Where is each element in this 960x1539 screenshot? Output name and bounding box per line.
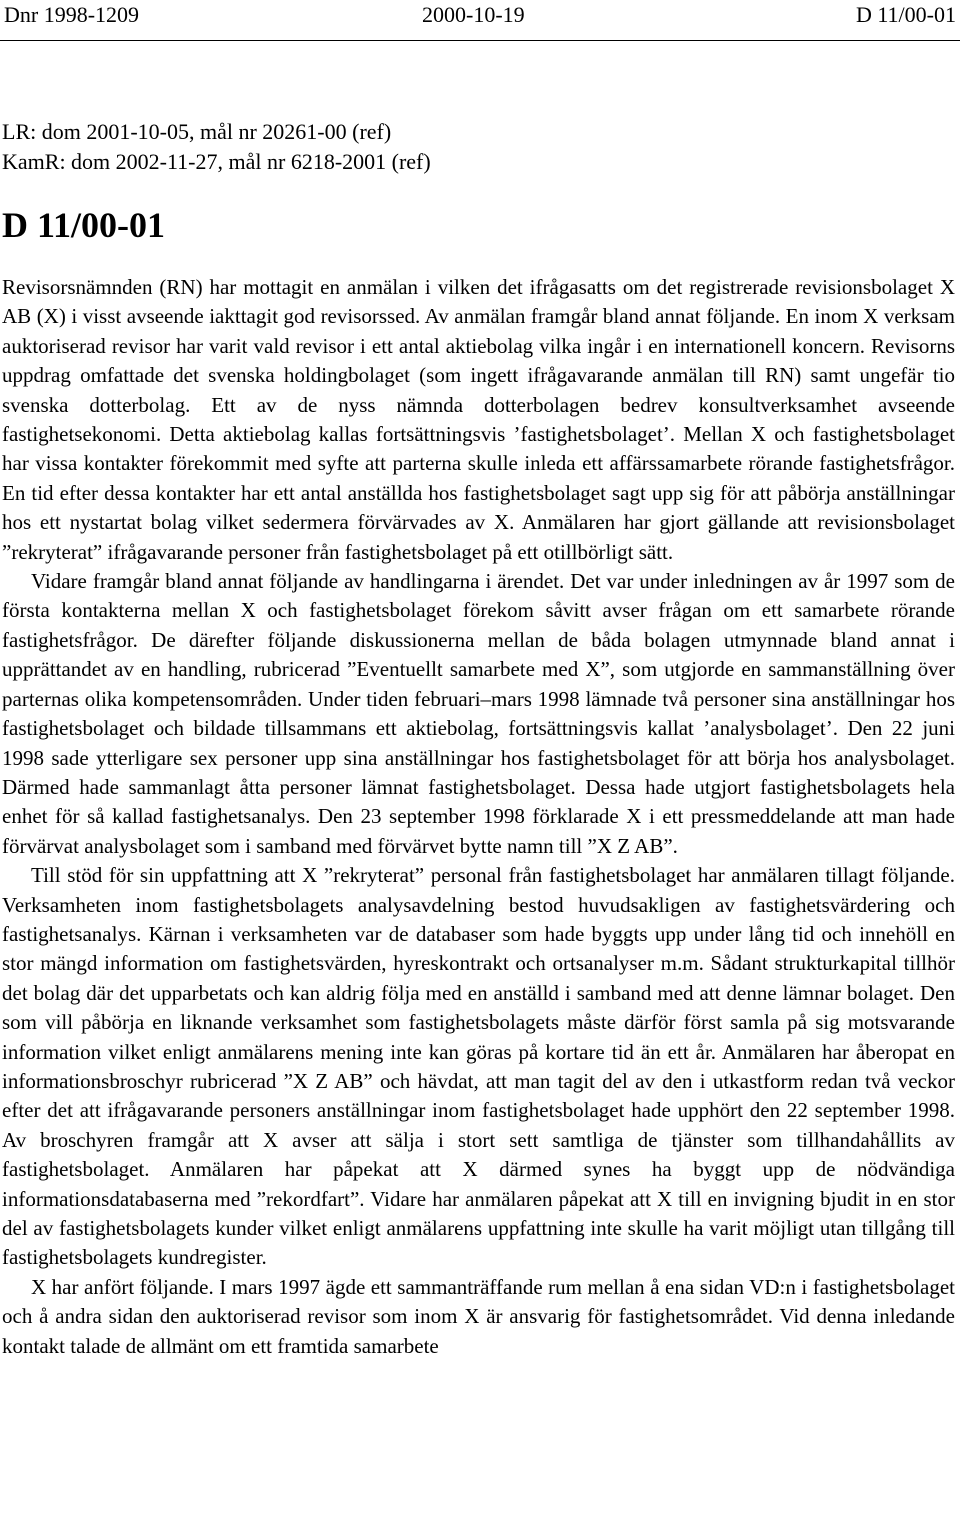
paragraph-3: Till stöd för sin uppfattning att X ”rekryterat” personal från fastighetsbolaget har anmälaren tillagt följande. Verksamheten inom fastighetsbolagets analysavdelning bestod huvudsakligen av fastighetsvärdering och fastighetsanalys. Kärnan i verksamheten var de databaser som hade byggts upp under lång tid och innehöll en stor mängd information om fastighetsvärden, hyreskontrakt och ortsanalyser m.m. Sådant strukturkapital tillhör det bolag där det upparbetats och kan aldrig följa med en anställd i samband med att denne lämnar bolaget. Den som vill påbörja en liknande verksamhet som fastighetsbolagets måste därför först samla på sig motsvarande information vilket enligt anmälarens mening inte kan göras på kortare tid än ett år. Anmälaren har åberopat en informationsbroschyr rubricerad ”X Z AB” och hävdat, att man tagit del av den i utkastform redan två veckor efter det att ifrågavarande personers anställningar inom fastighetsbolaget hade upphört den 22 september 1998. Av broschyren framgår att X avser att sälja i stort sett samtliga de tjänster som tillhandahållits av fastighetsbolaget. Anmälaren har påpekat att X därmed synes ha byggt upp de nödvändiga informationsdatabaserna med ”rekordfart”. Vidare har anmälaren påpekat att X till en invigning bjudit in en stor del av fastighetsbolagets kunder vilket enligt anmälarens uppfattning inte skulle ha varit möjligt utan tillgång till fastighetsbolagets kundregister. [2, 863, 955, 1270]
paragraph-4: X har anfört följande. I mars 1997 ägde ett sammanträffande rum mellan å ena sidan VD:n i fastighetsbolaget och å andra sidan den auktoriserad revisor som inom X är ansvarig för fastighetsområdet. Vid denna inledande kontakt talade de allmänt om ett framtida samarbete [2, 1274, 955, 1358]
document-body [2, 273, 955, 1361]
reference-line-kamr: KamR: dom 2002-11-27, mål nr 6218-2001 (ref) [2, 149, 431, 174]
page-header [2, 0, 958, 40]
header-date: 2000-10-19 [422, 2, 525, 27]
court-references [2, 117, 431, 177]
header-divider [0, 40, 960, 41]
header-dnr: Dnr 1998-1209 [4, 2, 140, 27]
header-case-id: D 11/00-01 [855, 2, 956, 27]
paragraph-2: Vidare framgår bland annat följande av handlingarna i ärendet. Det var under inledningen av år 1997 som de första kontakterna mellan X och fastighetsbolaget förekom såvitt avser frågan om ett samarbete rörande fastighetsfrågor. De därefter följande diskussionerna mellan de båda bolagen utmynnade bland annat i upprättandet av en handling, rubricerad ”Eventuellt samarbete med X”, som utgjorde en sammanställning över parternas olika kompetensområden. Under tiden februari–mars 1998 lämnade två personer sina anställningar hos fastighetsbolaget och bildade tillsammans ett aktiebolag, fortsättningsvis kallat ’analysbolaget’. Den 22 juni 1998 sade ytterligare sex personer upp sina anställningar hos fastighetsbolaget för att börja hos analysbolaget. Därmed hade sammanlagt åtta personer lämnat fastighetsbolaget. Dessa hade utgjort fastighetsbolagets hela enhet för så kallad fastighetsanalys. Den 23 september 1998 förklarade X i ett pressmeddelande att man hade förvärvat analysbolaget som i samband med förvärvet bytte namn till ”X Z AB”. [2, 569, 955, 858]
reference-line-lr: LR: dom 2001-10-05, mål nr 20261-00 (ref) [2, 119, 392, 144]
document-title: D 11/00-01 [2, 205, 166, 245]
paragraph-1: Revisorsnämnden (RN) har mottagit en anmälan i vilken det ifrågasatts om det registrerade revisionsbolaget X AB (X) i visst avseende iakttagit god revisorssed. Av anmälan framgår bland annat följande. En inom X verksam auktoriserad revisor har varit vald revisor i ett antal aktiebolag vilka ingår i en internationell koncern. Revisorns uppdrag omfattade det svenska holdingbolaget (som ingett ifrågavarande anmälan till RN) samt ungefär tio svenska dotterbolag. Ett av de nyss nämnda dotterbolagen bedrev konsultverksamhet avseende fastighetsekonomi. Detta aktiebolag kallas fortsättningsvis ’fastighetsbolaget’. Mellan X och fastighetsbolaget har vissa kontakter förekommit med syfte att parterna skulle inleda ett affärssamarbete rörande fastighetsfrågor. En tid efter dessa kontakter har ett antal anställda hos fastighetsbolaget sagt upp sig för att påbörja anställningar hos ett nystartat bolag vilket sedermera förvärvades av X. Anmälaren har gjort gällande att revisionsbolaget ”rekryterat” ifrågavarande personer från fastighetsbolaget på ett otillbörligt sätt. [2, 275, 955, 564]
